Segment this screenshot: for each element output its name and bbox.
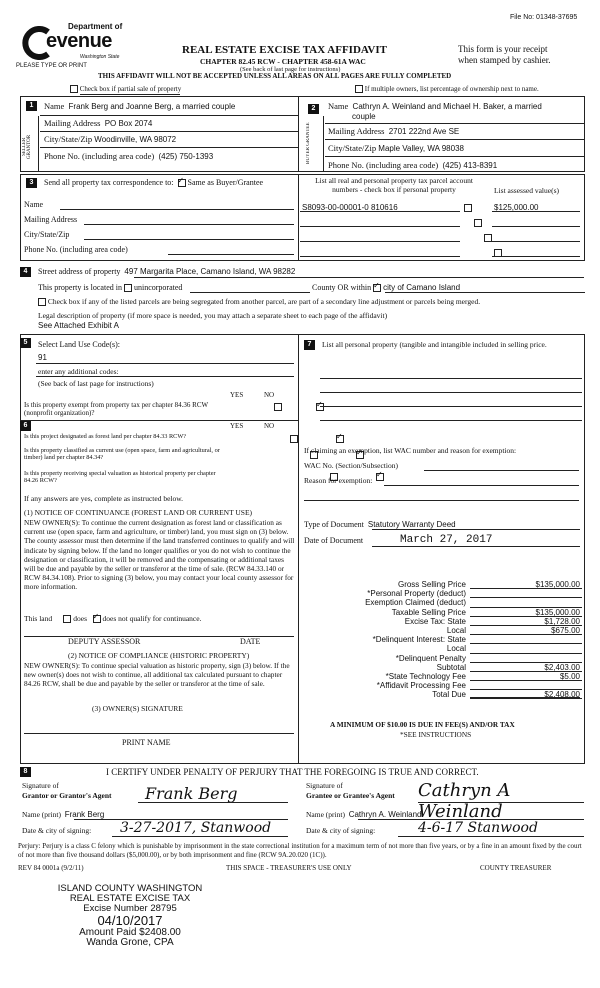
personal-property-label: List all personal property (tangible and intangible included in selling price. bbox=[322, 340, 547, 349]
tax-row bbox=[304, 626, 582, 635]
send-correspondence-row: Send all property tax correspondence to: ✓ Same as Buyer/Grantee bbox=[44, 178, 263, 187]
tax-row bbox=[304, 635, 582, 644]
grantor-agent-label: Grantor or Grantor's Agent bbox=[22, 791, 112, 800]
tax-row-label: Local bbox=[446, 625, 466, 635]
notice-compliance-title: (2) NOTICE OF COMPLIANCE (HISTORIC PROPERTY) bbox=[68, 651, 250, 660]
seller-name-row: Name Frank Berg and Joanne Berg, a married couple bbox=[44, 101, 236, 111]
grantee-signature[interactable]: Cathryn A Weinland bbox=[418, 780, 511, 822]
sec3-phone-label: Phone No. (including area code) bbox=[24, 245, 128, 254]
document-type-value[interactable]: Statutory Warranty Deed bbox=[367, 520, 456, 529]
buyer-name-row: Name Cathryn A. Weinland and Michael H. Baker, a married bbox=[328, 101, 542, 111]
stamp-amount: Amount Paid $2408.00 bbox=[79, 927, 181, 938]
forest-no-checkbox[interactable] bbox=[336, 435, 344, 443]
sec6-no-header: NO bbox=[264, 422, 275, 430]
minimum-fee-note: A MINIMUM OF $10.00 IS DUE IN FEE(S) AND/OR TAX bbox=[330, 720, 515, 729]
not-accepted-note: THIS AFFIDAVIT WILL NOT BE ACCEPTED UNLESS ALL AREAS ON ALL PAGES ARE FULLY COMPLETED bbox=[98, 72, 452, 80]
exempt-no-checkbox[interactable] bbox=[316, 403, 324, 411]
certify-statement: I CERTIFY UNDER PENALTY OF PERJURY THAT THE FOREGOING IS TRUE AND CORRECT. bbox=[106, 767, 479, 777]
tax-row-value[interactable]: $675.00 bbox=[551, 625, 580, 635]
please-type: PLEASE TYPE OR PRINT bbox=[16, 63, 87, 69]
wac-number-label: WAC No. (Section/Subsection) bbox=[304, 461, 398, 470]
document-date-value[interactable]: March 27, 2017 bbox=[400, 534, 493, 546]
form-title: REAL ESTATE EXCISE TAX AFFIDAVIT bbox=[182, 44, 387, 56]
seller-city-row: City/State/Zip Woodinville, WA 98072 bbox=[44, 134, 177, 144]
partial-sale-label: Check box if partial sale of property bbox=[70, 85, 181, 93]
seller-phone-row: Phone No. (including area code) (425) 750-1393 bbox=[44, 151, 214, 161]
parcel-number-value[interactable]: S8093-00-00001-0 810616 bbox=[302, 203, 398, 212]
tax-row-label: *Affidavit Processing Fee bbox=[376, 681, 466, 691]
buyer-name-value[interactable]: Cathryn A. Weinland and Michael H. Baker, a married bbox=[352, 102, 542, 111]
grantee-agent-label: Grantee or Grantee's Agent bbox=[306, 791, 395, 800]
exempt-yes-checkbox[interactable] bbox=[274, 403, 282, 411]
document-date-label: Date of Document bbox=[304, 536, 364, 545]
section-2-number: 2 bbox=[308, 104, 319, 114]
tax-row-label: *Personal Property (deduct) bbox=[367, 589, 466, 599]
tax-row-label: Local bbox=[446, 644, 466, 654]
tax-row-label: Taxable Selling Price bbox=[391, 607, 466, 617]
multiple-owners-note: If multiple owners, list percentage of ownership next to name. bbox=[355, 85, 539, 93]
logo-dept: Department of bbox=[68, 22, 123, 31]
personal-property-checkbox-1[interactable] bbox=[464, 204, 472, 212]
buyer-phone-value[interactable]: (425) 413-8391 bbox=[442, 161, 498, 170]
stamp-county: ISLAND COUNTY WASHINGTON bbox=[57, 883, 203, 894]
notice-compliance-body: NEW OWNER(S): To continue special valuation as historic property, sign (3) below. If the new owner(s) does not wish to continue, all additional tax calculated pursuant to chapter 84.26 RCW, shall be due and payable by the seller or transferor at the time of sale. bbox=[24, 661, 290, 689]
sec3-mail-label: Mailing Address bbox=[24, 215, 78, 224]
file-number: File No: 01348-37695 bbox=[510, 14, 578, 21]
sec3-name-label: Name bbox=[24, 200, 44, 209]
grantor-print-name[interactable]: Frank Berg bbox=[64, 810, 105, 819]
seller-phone-value[interactable]: (425) 750-1393 bbox=[158, 152, 214, 161]
personal-property-checkbox-3[interactable] bbox=[484, 234, 492, 242]
if-any-yes-note: If any answers are yes, complete as instructed below. bbox=[24, 494, 184, 503]
grantee-date-label: Date & city of signing: bbox=[306, 826, 376, 835]
legal-description-label: Legal description of property (if more space is needed, you may attach a separate sheet to each page of the affidavit) bbox=[38, 311, 388, 320]
tax-row-label: Gross Selling Price bbox=[397, 580, 466, 589]
partial-sale-checkbox[interactable] bbox=[70, 85, 78, 93]
seller-name-value[interactable]: Frank Berg and Joanne Berg, a married couple bbox=[68, 102, 236, 111]
grantor-name-row: Name (print) Frank Berg bbox=[22, 810, 105, 819]
seller-mail-value[interactable]: PO Box 2074 bbox=[104, 119, 153, 128]
current-use-question: Is this property classified as current use (open space, farm and agricultural, or timber) land per chapter 84.34? bbox=[24, 447, 220, 461]
document-type-row: Type of Document Statutory Warranty Deed bbox=[304, 520, 456, 529]
dor-logo bbox=[22, 22, 127, 64]
tax-row bbox=[304, 663, 582, 672]
tax-row-label: *Delinquent Interest: State bbox=[372, 635, 466, 645]
tax-row-label: Exemption Claimed (deduct) bbox=[365, 598, 466, 608]
receipt-note-2: when stamped by cashier. bbox=[458, 55, 551, 65]
grantee-signature-of: Signature of bbox=[306, 781, 343, 790]
within-city-row: County OR within ✓ city of Camano Island bbox=[312, 283, 460, 292]
located-row: This property is located in unincorporated bbox=[38, 283, 183, 292]
personal-property-checkbox-4[interactable] bbox=[494, 249, 502, 257]
owner-signature-label: (3) OWNER(S) SIGNATURE bbox=[92, 704, 183, 713]
grantee-name-row: Name (print) Cathryn A. Weinland bbox=[306, 810, 422, 819]
tax-row-value[interactable]: $135,000.00 bbox=[535, 580, 580, 589]
historic-no-checkbox[interactable] bbox=[376, 473, 384, 481]
print-name-label: PRINT NAME bbox=[122, 738, 171, 747]
grantor-signature-of: Signature of bbox=[22, 781, 59, 790]
tax-row-label: *State Technology Fee bbox=[385, 671, 466, 681]
logo-state: Washington State bbox=[80, 54, 120, 60]
buyer-phone-row: Phone No. (including area code) (425) 413-8391 bbox=[328, 160, 498, 170]
treasurer-stamp bbox=[40, 884, 220, 948]
tax-row-value[interactable]: $135,000.00 bbox=[535, 607, 580, 617]
treasurer-space-label: THIS SPACE - TREASURER'S USE ONLY bbox=[226, 864, 352, 872]
tax-row-label: *Delinquent Penalty bbox=[395, 653, 466, 663]
tax-row bbox=[304, 580, 582, 589]
section-5-number: 5 bbox=[20, 338, 31, 348]
seller-mail-row: Mailing Address PO Box 2074 bbox=[44, 118, 153, 128]
qualify-row: This land does ✓ does not qualify for continuance. bbox=[24, 614, 201, 623]
tax-row-value[interactable]: $5.00 bbox=[559, 671, 580, 681]
sec5-yes-header: YES bbox=[230, 391, 244, 399]
buyer-mail-value[interactable]: 2701 222nd Ave SE bbox=[388, 127, 460, 136]
notice-continuance-title: (1) NOTICE OF CONTINUANCE (FOREST LAND OR CURRENT USE) bbox=[24, 508, 253, 517]
tax-computation-table bbox=[304, 580, 582, 699]
grantor-signature[interactable]: Frank Berg bbox=[145, 784, 238, 803]
perjury-statement: Perjury: Perjury is a class C felony which is punishable by imprisonment in the state correctional institution for a maximum term of not more than five years, or by a fine in an amount fixed by the court of not more than five thousand dollars ($5,000.00), or by both imprisonment and fine (RCW 9A.20.020 (1C)). bbox=[18, 842, 582, 859]
tax-row-value[interactable]: $2,408.00 bbox=[544, 690, 580, 700]
buyer-mail-row: Mailing Address 2701 222nd Ave SE bbox=[328, 126, 460, 136]
land-use-label: Select Land Use Code(s): bbox=[38, 340, 120, 349]
receipt-note-1: This form is your receipt bbox=[458, 44, 548, 54]
forest-question: Is this project designated as forest land per chapter 84.33 RCW? bbox=[24, 433, 187, 440]
segregated-row: Check box if any of the listed parcels are being segregated from another parcel, are part of a secondary line adjustment or parcels being merged. bbox=[38, 297, 480, 306]
tax-row bbox=[304, 681, 582, 690]
grantor-date-label: Date & city of signing: bbox=[22, 826, 92, 835]
tax-row bbox=[304, 589, 582, 598]
does-qualify-checkbox[interactable] bbox=[63, 615, 71, 623]
land-use-code-value[interactable]: 91 bbox=[38, 353, 47, 362]
historic-question: Is this property receiving special valuation as historical property per chapter 84.26 RCW? bbox=[24, 470, 216, 484]
seller-side-label: SELLER GRANTOR bbox=[22, 134, 32, 160]
deputy-assessor-label: DEPUTY ASSESSOR bbox=[68, 637, 141, 646]
assessor-date-label: DATE bbox=[240, 637, 261, 646]
section-7-number: 7 bbox=[304, 340, 315, 350]
claiming-exemption-label: If claiming an exemption, list WAC number and reason for exemption: bbox=[304, 446, 517, 455]
personal-property-checkbox-2[interactable] bbox=[474, 219, 482, 227]
form-revision: REV 84 0001a (9/2/11) bbox=[18, 864, 84, 872]
tax-row bbox=[304, 672, 582, 681]
tax-row-label: Excise Tax: State bbox=[404, 616, 466, 626]
notice-continuance-body: NEW OWNER(S): To continue the current designation as forest land or classification as current use (open space, farm and agriculture, or timber) land, you must sign on (3) below. The county assessor must then determine if the land transferred continues to qualify and will indicate by signing below. If the land no longer qualifies or you do not wish to continue the designation or classification, it will be removed and the compensating or additional taxes will be due and payable by the seller or transferor at the time of sale. (RCW 84.33.140 or RCW 84.34.108). Prior to signing (3) below, you may contact your local county assessor for more information. bbox=[24, 518, 295, 592]
grantor-date-city[interactable]: 3-27-2017, Stanwood bbox=[120, 820, 272, 836]
buyer-city-row: City/State/Zip Maple Valley, WA 98038 bbox=[328, 143, 464, 153]
sec5-no-header: NO bbox=[264, 391, 275, 399]
multiple-owners-checkbox[interactable] bbox=[355, 85, 363, 93]
tax-row bbox=[304, 608, 582, 617]
legal-description-value[interactable]: See Attached Exhibit A bbox=[38, 321, 119, 330]
grantee-print-name[interactable]: Cathryn A. Weinland bbox=[348, 810, 422, 819]
tax-row bbox=[304, 644, 582, 653]
tax-row-value[interactable]: $1,728.00 bbox=[544, 616, 580, 626]
section-3-number: 3 bbox=[26, 178, 37, 188]
forest-yes-checkbox[interactable] bbox=[290, 435, 298, 443]
unincorporated-checkbox[interactable] bbox=[124, 284, 132, 292]
buyer-side-label: BUYER GRANTEE bbox=[306, 122, 311, 164]
grantee-date-city[interactable]: 4-6-17 Stanwood bbox=[418, 820, 538, 836]
logo-name: evenue bbox=[46, 30, 112, 52]
section-4-number: 4 bbox=[20, 267, 31, 277]
assessed-header: List assessed value(s) bbox=[494, 186, 559, 195]
assessed-value[interactable]: $125,000.00 bbox=[494, 203, 539, 212]
does-not-qualify-checkbox[interactable] bbox=[93, 615, 101, 623]
within-city-checkbox[interactable] bbox=[373, 284, 381, 292]
exempt-question: Is this property exempt from property tax per chapter 84.36 RCW (nonprofit organization)? bbox=[24, 401, 208, 417]
see-instructions-note: *SEE INSTRUCTIONS bbox=[400, 730, 472, 739]
tax-row-label: Total Due bbox=[432, 690, 466, 700]
stamp-excise-number: Excise Number 28795 bbox=[83, 903, 177, 914]
county-treasurer-label: COUNTY TREASURER bbox=[480, 864, 552, 872]
form-chapter: CHAPTER 82.45 RCW - CHAPTER 458-61A WAC bbox=[200, 57, 366, 66]
tax-row bbox=[304, 598, 582, 607]
tax-row-value[interactable]: $2,403.00 bbox=[544, 662, 580, 672]
section-1-number: 1 bbox=[26, 101, 37, 111]
buyer-name-value-2[interactable]: couple bbox=[352, 112, 376, 121]
same-as-buyer-checkbox[interactable] bbox=[178, 179, 186, 187]
street-value[interactable]: 497 Margarita Place, Camano Island, WA 98282 bbox=[124, 267, 296, 276]
parcel-header: List all real and personal property tax parcel account numbers - check box if personal property bbox=[315, 176, 473, 194]
exemption-reason-label: Reason for exemption: bbox=[304, 476, 373, 485]
tax-row bbox=[304, 690, 582, 699]
see-back-note: (See back of last page for instructions) bbox=[240, 66, 341, 73]
section-6-number: 6 bbox=[20, 421, 31, 431]
sec3-city-label: City/State/Zip bbox=[24, 230, 70, 239]
tax-row-label: Subtotal bbox=[436, 662, 466, 672]
stamp-tax: REAL ESTATE EXCISE TAX bbox=[69, 893, 191, 904]
sec6-yes-header: YES bbox=[230, 422, 244, 430]
seller-city-value[interactable]: Woodinville, WA 98072 bbox=[94, 135, 177, 144]
stamp-treasurer: Wanda Grone, CPA bbox=[86, 937, 174, 948]
tax-row bbox=[304, 654, 582, 663]
tax-row bbox=[304, 617, 582, 626]
buyer-city-value[interactable]: Maple Valley, WA 98038 bbox=[378, 144, 464, 153]
segregated-checkbox[interactable] bbox=[38, 298, 46, 306]
additional-codes-label: enter any additional codes: bbox=[38, 367, 119, 376]
stamp-date: 04/10/2017 bbox=[97, 913, 163, 928]
street-row: Street address of property 497 Margarita Place, Camano Island, WA 98282 bbox=[38, 267, 296, 276]
section-8-number: 8 bbox=[20, 767, 31, 777]
land-use-see-back: (See back of last page for instructions) bbox=[38, 379, 154, 388]
